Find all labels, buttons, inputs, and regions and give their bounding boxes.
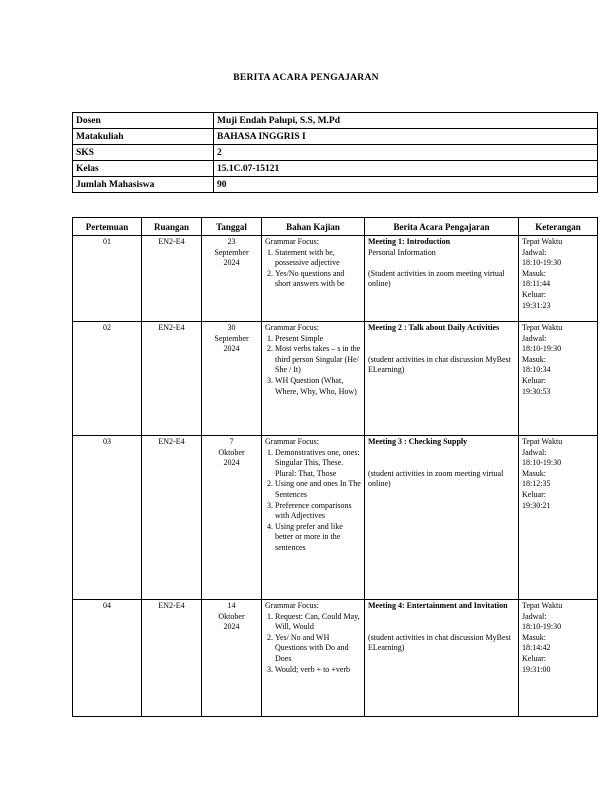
activity-note: (student activities in zoom meeting virtual online) <box>368 468 504 489</box>
spacer <box>368 344 515 355</box>
info-row <box>73 129 598 145</box>
berita-acara-cell <box>365 236 519 322</box>
kajian-item: 2. Yes/ No and WH Questions with Do and Does <box>275 633 361 665</box>
keterangan-line: Keluar: <box>522 653 546 663</box>
activity-note: (student activities in chat discussion MyBest ELearning) <box>368 354 511 375</box>
info-value: 90 <box>214 177 598 193</box>
keterangan-line: 18:10-19:30 <box>522 458 562 468</box>
berita-acara-cell <box>365 600 519 717</box>
keterangan-line: Tepat Waktu <box>522 601 563 610</box>
info-row <box>73 161 598 177</box>
kajian-item: 1. Statement with be, possessive adjective <box>275 248 361 269</box>
info-value: BAHASA INGGRIS I <box>214 129 598 145</box>
kajian-item: 3. WH Question (What, Where, Why, Who, How) <box>275 376 361 397</box>
kajian-item: 3. Would; verb + to +verb <box>275 665 361 676</box>
ruangan-cell: EN2-E4 <box>142 600 202 717</box>
berita-acara-cell <box>365 436 519 600</box>
schedule-row <box>73 236 598 322</box>
keterangan-line: Masuk: <box>522 268 546 278</box>
keterangan-line: Masuk: <box>522 468 546 478</box>
schedule-row <box>73 322 598 436</box>
info-row <box>73 145 598 161</box>
grammar-focus-heading: Grammar Focus: <box>265 601 319 610</box>
keterangan-line: Jadwal: <box>522 247 547 257</box>
keterangan-line: 18:10:34 <box>522 365 551 375</box>
spacer <box>368 334 515 345</box>
keterangan-cell <box>519 600 598 717</box>
tanggal-cell <box>202 600 262 717</box>
tanggal-cell <box>202 236 262 322</box>
ruangan-cell: EN2-E4 <box>142 236 202 322</box>
bahan-kajian-cell <box>262 436 365 600</box>
spacer <box>368 258 515 269</box>
meeting-title: Meeting 2 : Talk about Daily Activities <box>368 323 500 332</box>
kajian-list <box>265 612 361 676</box>
keterangan-line: Jadwal: <box>522 333 547 343</box>
tanggal-line: Oktober <box>218 447 245 457</box>
spacer <box>368 448 515 459</box>
keterangan-line: 18:12:35 <box>522 479 551 489</box>
keterangan-line: 18:10-19:30 <box>522 344 562 354</box>
berita-acara-cell <box>365 322 519 436</box>
keterangan-line: Jadwal: <box>522 611 547 621</box>
column-header: Berita Acara Pengajaran <box>365 218 519 236</box>
tanggal-line: 30 <box>227 323 236 332</box>
meeting-title: Meeting 1: Introduction <box>368 237 451 246</box>
keterangan-cell <box>519 236 598 322</box>
kajian-list <box>265 248 361 290</box>
kajian-item: 1. Request: Can, Could May, Will, Would <box>275 612 361 633</box>
keterangan-line: 18:14:42 <box>522 643 551 653</box>
pertemuan-cell: 04 <box>73 600 142 717</box>
tanggal-line: 2024 <box>223 344 240 354</box>
schedule-row <box>73 436 598 600</box>
bahan-kajian-cell <box>262 600 365 717</box>
tanggal-line: Oktober <box>218 611 245 621</box>
schedule-header-row <box>73 218 598 236</box>
column-header: Tanggal <box>202 218 262 236</box>
keterangan-line: 18:10-19:30 <box>522 622 562 632</box>
column-header: Bahan Kajian <box>262 218 365 236</box>
info-label: Dosen <box>73 113 214 129</box>
info-label: SKS <box>73 145 214 161</box>
keterangan-line: 18:11:44 <box>522 279 551 289</box>
kajian-item: 4. Using prefer and like better or more in the sentences <box>275 522 361 554</box>
ruangan-cell: EN2-E4 <box>142 436 202 600</box>
course-info-table <box>72 112 598 193</box>
keterangan-line: Masuk: <box>522 632 546 642</box>
info-value: 15.1C.07-15121 <box>214 161 598 177</box>
info-value: 2 <box>214 145 598 161</box>
keterangan-line: Keluar: <box>522 289 546 299</box>
meeting-title: Meeting 3 : Checking Supply <box>368 437 468 446</box>
spacer <box>368 458 515 469</box>
tanggal-line: 2024 <box>223 458 240 468</box>
spacer <box>368 622 515 633</box>
kajian-item: 3. Preference comparisons with Adjectives <box>275 501 361 522</box>
keterangan-line: Masuk: <box>522 354 546 364</box>
keterangan-line: Keluar: <box>522 489 546 499</box>
kajian-list <box>265 334 361 398</box>
kajian-item: 1. Present Simple <box>275 334 361 345</box>
keterangan-line: Tepat Waktu <box>522 237 563 246</box>
kajian-item: 1. Demonstratives one, ones: Singular This, These. Plural: That, Those <box>275 448 361 480</box>
column-header: Pertemuan <box>73 218 142 236</box>
keterangan-line: Tepat Waktu <box>522 437 563 446</box>
tanggal-line: 2024 <box>223 622 240 632</box>
keterangan-cell <box>519 436 598 600</box>
activity-note: (Student activities in zoom meeting virtual online) <box>368 268 505 289</box>
tanggal-line: September <box>214 333 249 343</box>
keterangan-cell <box>519 322 598 436</box>
schedule-table <box>72 217 598 717</box>
schedule-row <box>73 600 598 717</box>
info-label: Matakuliah <box>73 129 214 145</box>
info-label: Jumlah Mahasiswa <box>73 177 214 193</box>
info-value: Muji Endah Palupi, S.S, M.Pd <box>214 113 598 129</box>
pertemuan-cell: 03 <box>73 436 142 600</box>
info-row <box>73 113 598 129</box>
keterangan-line: 18:10-19:30 <box>522 258 562 268</box>
column-header: Ruangan <box>142 218 202 236</box>
column-header: Keterangan <box>519 218 598 236</box>
kajian-item: 2. Yes/No questions and short answers with be <box>275 269 361 290</box>
info-label: Kelas <box>73 161 214 177</box>
tanggal-line: 23 <box>227 237 236 246</box>
kajian-list <box>265 448 361 554</box>
spacer <box>368 612 515 623</box>
tanggal-line: 7 <box>229 437 234 446</box>
pertemuan-cell: 02 <box>73 322 142 436</box>
ruangan-cell: EN2-E4 <box>142 322 202 436</box>
meeting-title: Meeting 4: Entertainment and Invitation <box>368 601 508 610</box>
keterangan-line: Tepat Waktu <box>522 323 563 332</box>
kajian-item: 2. Most verbs takes – s in the third person Singular (He/ She / It) <box>275 344 361 376</box>
tanggal-cell <box>202 322 262 436</box>
bahan-kajian-cell <box>262 236 365 322</box>
grammar-focus-heading: Grammar Focus: <box>265 237 319 246</box>
keterangan-line: Keluar: <box>522 375 546 385</box>
tanggal-cell <box>202 436 262 600</box>
tanggal-line: 14 <box>227 601 236 610</box>
pertemuan-cell: 01 <box>73 236 142 322</box>
activity-note: (student activities in chat discussion MyBest ELearning) <box>368 632 511 653</box>
meeting-subtitle: Personal Information <box>368 247 436 257</box>
keterangan-line: 19:30:21 <box>522 500 551 510</box>
keterangan-line: 19:31:00 <box>522 664 551 674</box>
grammar-focus-heading: Grammar Focus: <box>265 437 319 446</box>
tanggal-line: September <box>214 247 249 257</box>
info-row <box>73 177 598 193</box>
keterangan-line: Jadwal: <box>522 447 547 457</box>
bahan-kajian-cell <box>262 322 365 436</box>
keterangan-line: 19:31:23 <box>522 300 551 310</box>
kajian-item: 2. Using one and ones In The Sentences <box>275 479 361 500</box>
grammar-focus-heading: Grammar Focus: <box>265 323 319 332</box>
tanggal-line: 2024 <box>223 258 240 268</box>
keterangan-line: 19:30:53 <box>522 386 551 396</box>
page-title: BERITA ACARA PENGAJARAN <box>233 73 379 83</box>
